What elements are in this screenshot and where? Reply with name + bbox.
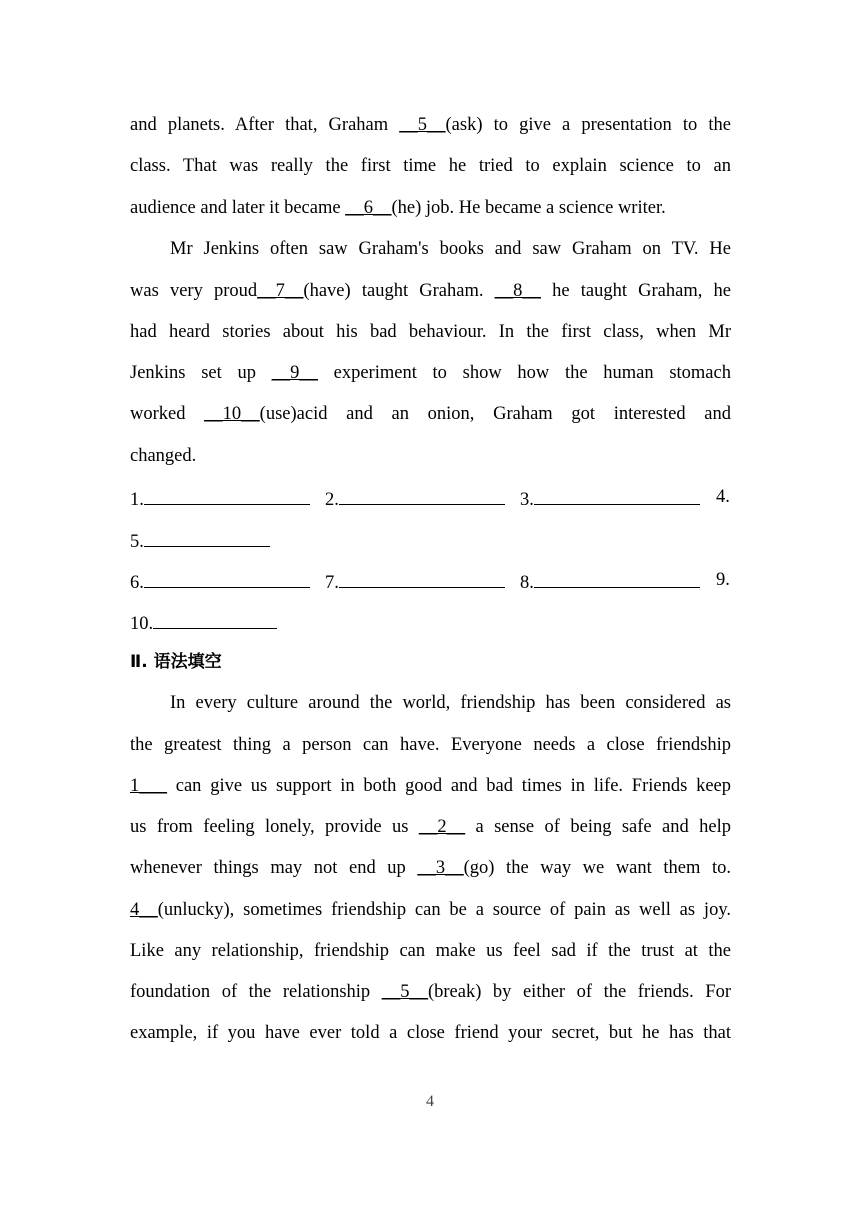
answer-slot-9 xyxy=(716,568,730,592)
blank-7: __7__ xyxy=(257,281,304,301)
blank-5: __5__ xyxy=(381,982,428,1002)
answer-blank[interactable] xyxy=(534,568,700,588)
passage2-line-3 xyxy=(130,774,731,798)
answer-blank[interactable] xyxy=(339,568,505,588)
blank-6: __6__ xyxy=(345,198,392,218)
answer-slot-6 xyxy=(130,568,310,595)
text: example, if you have ever told a close friend your secret, but he has that xyxy=(130,1023,731,1043)
passage2-line-8 xyxy=(130,980,731,1004)
text: worked xyxy=(130,404,205,424)
answer-slot-8 xyxy=(520,568,700,595)
passage2-line-1 xyxy=(170,691,731,715)
answer-number: 7. xyxy=(325,573,339,593)
text: audience and later it became xyxy=(130,198,346,218)
answer-number: 8. xyxy=(520,573,534,593)
text: changed. xyxy=(130,446,197,466)
answer-number: 4. xyxy=(716,487,730,507)
passage1-line-5 xyxy=(130,279,731,303)
text: (use)acid and an onion, Graham got interested and xyxy=(259,404,731,424)
answer-slot-4 xyxy=(716,485,730,509)
blank-9: __9__ xyxy=(271,363,318,383)
answer-row-1 xyxy=(130,485,731,509)
text: the greatest thing a person can have. Everyone needs a close friendship xyxy=(130,735,731,755)
text: Like any relationship, friendship can make us feel sad if the trust at the xyxy=(130,941,731,961)
text: Mr Jenkins often saw Graham's books and saw Graham on TV. He xyxy=(170,239,731,259)
answer-number: 6. xyxy=(130,573,144,593)
passage2-line-9 xyxy=(130,1021,731,1045)
passage1-line-4 xyxy=(170,237,731,261)
blank-5: __5__ xyxy=(399,115,446,135)
answer-number: 1. xyxy=(130,490,144,510)
text: and planets. After that, Graham xyxy=(130,115,400,135)
blank-10: __10__ xyxy=(204,404,260,424)
blank-8: __8__ xyxy=(494,281,541,301)
text: experiment to show how the human stomach xyxy=(317,363,731,383)
passage2-line-6 xyxy=(130,898,731,922)
answer-number: 5. xyxy=(130,532,144,552)
passage2-line-7 xyxy=(130,939,731,963)
passage1-line-9 xyxy=(130,444,731,468)
text: was very proud xyxy=(130,281,258,301)
answer-blank[interactable] xyxy=(339,485,505,505)
passage1-line-1 xyxy=(130,113,731,137)
passage2-line-2 xyxy=(130,733,731,757)
blank-3: __3__ xyxy=(417,858,464,878)
answer-slot-2 xyxy=(325,485,505,512)
text: (unlucky), sometimes friendship can be a source of pain as well as joy. xyxy=(157,900,731,920)
answer-slot-5 xyxy=(130,527,270,554)
text: whenever things may not end up xyxy=(130,858,418,878)
answer-blank[interactable] xyxy=(144,527,270,547)
text: (have) taught Graham. xyxy=(303,281,495,301)
passage1-line-6 xyxy=(130,320,731,344)
passage1-line-3 xyxy=(130,196,731,220)
answer-row-3 xyxy=(130,568,731,592)
text: a sense of being safe and help xyxy=(465,817,732,837)
answer-blank[interactable] xyxy=(144,568,310,588)
answer-number: 2. xyxy=(325,490,339,510)
blank-1: 1___ xyxy=(130,776,167,796)
text: (break) by either of the friends. For xyxy=(427,982,731,1002)
text: Jenkins set up xyxy=(130,363,272,383)
answer-blank[interactable] xyxy=(534,485,700,505)
text: foundation of the relationship xyxy=(130,982,382,1002)
text: (ask) to give a presentation to the xyxy=(445,115,731,135)
answer-row-2 xyxy=(130,527,731,551)
text: can give us support in both good and bad times in life. Friends keep xyxy=(167,776,731,796)
section-heading: Ⅱ. 语法填空 xyxy=(130,652,222,672)
answer-slot-1 xyxy=(130,485,310,512)
blank-2: __2__ xyxy=(418,817,466,837)
answer-slot-10 xyxy=(130,609,277,636)
text: had heard stories about his bad behaviour. In the first class, when Mr xyxy=(130,322,731,342)
answer-blank[interactable] xyxy=(153,609,277,629)
answer-blank[interactable] xyxy=(144,485,310,505)
text: In every culture around the world, friendship has been considered as xyxy=(170,693,731,713)
answer-number: 10. xyxy=(130,614,154,634)
passage2-line-4 xyxy=(130,815,731,839)
text: class. That was really the first time he tried to explain science to an xyxy=(130,156,731,176)
answer-slot-7 xyxy=(325,568,505,595)
text: us from feeling lonely, provide us xyxy=(130,817,419,837)
text: (he) job. He became a science writer. xyxy=(391,198,666,218)
answer-slot-3 xyxy=(520,485,700,512)
text: he taught Graham, he xyxy=(540,281,731,301)
answer-number: 9. xyxy=(716,570,730,590)
answer-row-4 xyxy=(130,609,731,633)
passage1-line-8 xyxy=(130,402,731,426)
passage1-line-7 xyxy=(130,361,731,385)
answer-number: 3. xyxy=(520,490,534,510)
blank-4: 4__ xyxy=(130,900,158,920)
passage1-line-2 xyxy=(130,154,731,178)
text: (go) the way we want them to. xyxy=(463,858,731,878)
passage2-line-5 xyxy=(130,856,731,880)
page-number: 4 xyxy=(426,1093,434,1110)
